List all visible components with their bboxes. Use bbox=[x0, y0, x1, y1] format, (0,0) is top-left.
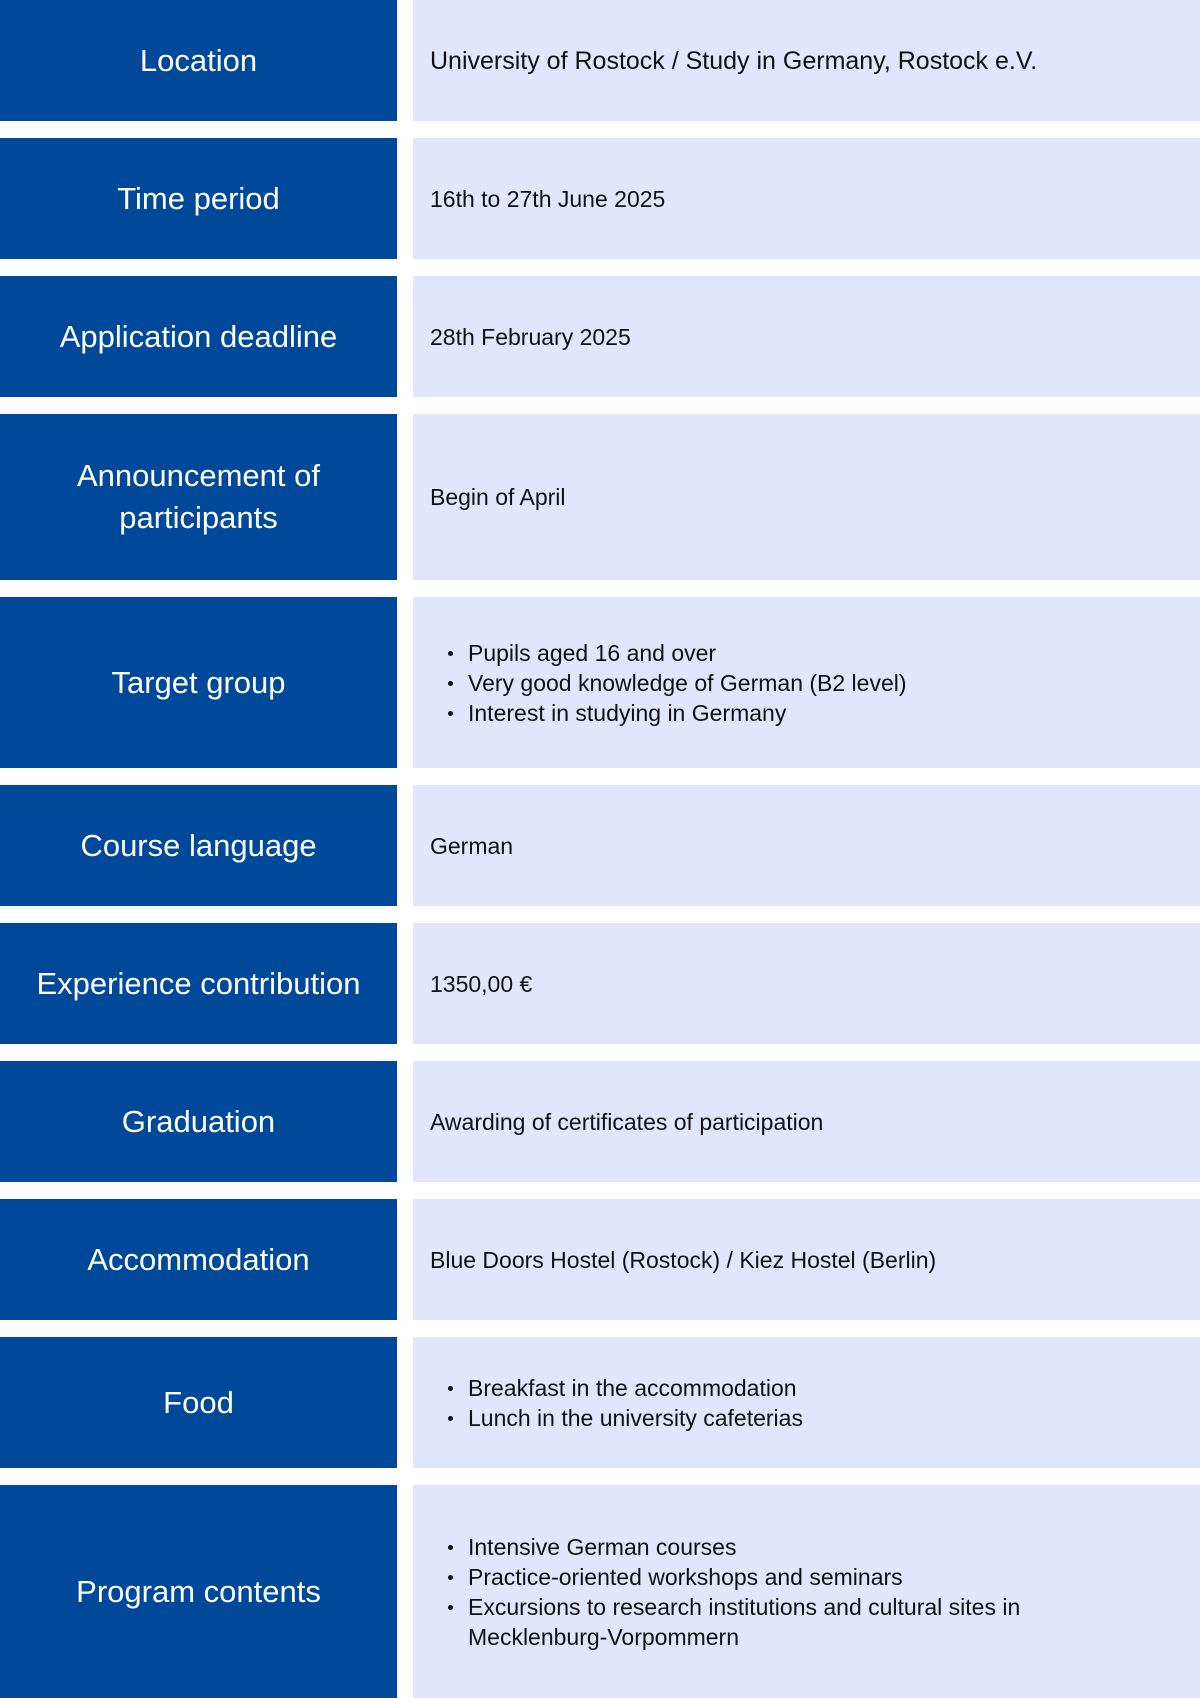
row-label: Time period bbox=[0, 138, 397, 259]
bullet-list bbox=[430, 1373, 803, 1433]
row-label: Course language bbox=[0, 785, 397, 906]
row-label: Graduation bbox=[0, 1061, 397, 1182]
list-item: Intensive German courses bbox=[468, 1532, 1160, 1562]
row-value: Awarding of certificates of participation bbox=[413, 1061, 1200, 1182]
row-value: German bbox=[413, 785, 1200, 906]
row-label: Location bbox=[0, 0, 397, 121]
list-item: Breakfast in the accommodation bbox=[468, 1373, 803, 1403]
row-value: 28th February 2025 bbox=[413, 276, 1200, 397]
row-application-deadline bbox=[0, 276, 1200, 397]
list-item: Very good knowledge of German (B2 level) bbox=[468, 669, 907, 696]
row-value: Blue Doors Hostel (Rostock) / Kiez Hostel (Berlin) bbox=[413, 1199, 1200, 1320]
row-value: University of Rostock / Study in Germany, Rostock e.V. bbox=[413, 0, 1200, 121]
row-experience-contribution bbox=[0, 923, 1200, 1044]
row-label: Program contents bbox=[0, 1485, 397, 1698]
list-item: Interest in studying in Germany bbox=[468, 698, 907, 728]
row-location bbox=[0, 0, 1200, 121]
row-course-language bbox=[0, 785, 1200, 906]
row-value bbox=[413, 1485, 1200, 1698]
list-item: Lunch in the university cafeterias bbox=[468, 1404, 803, 1431]
row-label: Application deadline bbox=[0, 276, 397, 397]
row-value: Begin of April bbox=[413, 414, 1200, 580]
row-label: Target group bbox=[0, 597, 397, 768]
row-value: 16th to 27th June 2025 bbox=[413, 138, 1200, 259]
row-food bbox=[0, 1337, 1200, 1468]
list-item: Practice-oriented workshops and seminars bbox=[468, 1562, 1160, 1592]
row-program-contents bbox=[0, 1485, 1200, 1698]
row-label: Accommodation bbox=[0, 1199, 397, 1320]
row-value bbox=[413, 1337, 1200, 1468]
list-item: Pupils aged 16 and over bbox=[468, 638, 907, 668]
row-label: Announcement of participants bbox=[0, 414, 397, 580]
row-value: 1350,00 € bbox=[413, 923, 1200, 1044]
row-accommodation bbox=[0, 1199, 1200, 1320]
row-label: Food bbox=[0, 1337, 397, 1468]
row-time-period bbox=[0, 138, 1200, 259]
row-label: Experience contribution bbox=[0, 923, 397, 1044]
bullet-list bbox=[430, 1532, 1160, 1652]
row-graduation bbox=[0, 1061, 1200, 1182]
row-announcement bbox=[0, 414, 1200, 580]
row-target-group bbox=[0, 597, 1200, 768]
row-value bbox=[413, 597, 1200, 768]
list-item: Excursions to research institutions and cultural sites in Mecklenburg-Vorpommern bbox=[468, 1592, 1160, 1652]
bullet-list bbox=[430, 638, 907, 728]
